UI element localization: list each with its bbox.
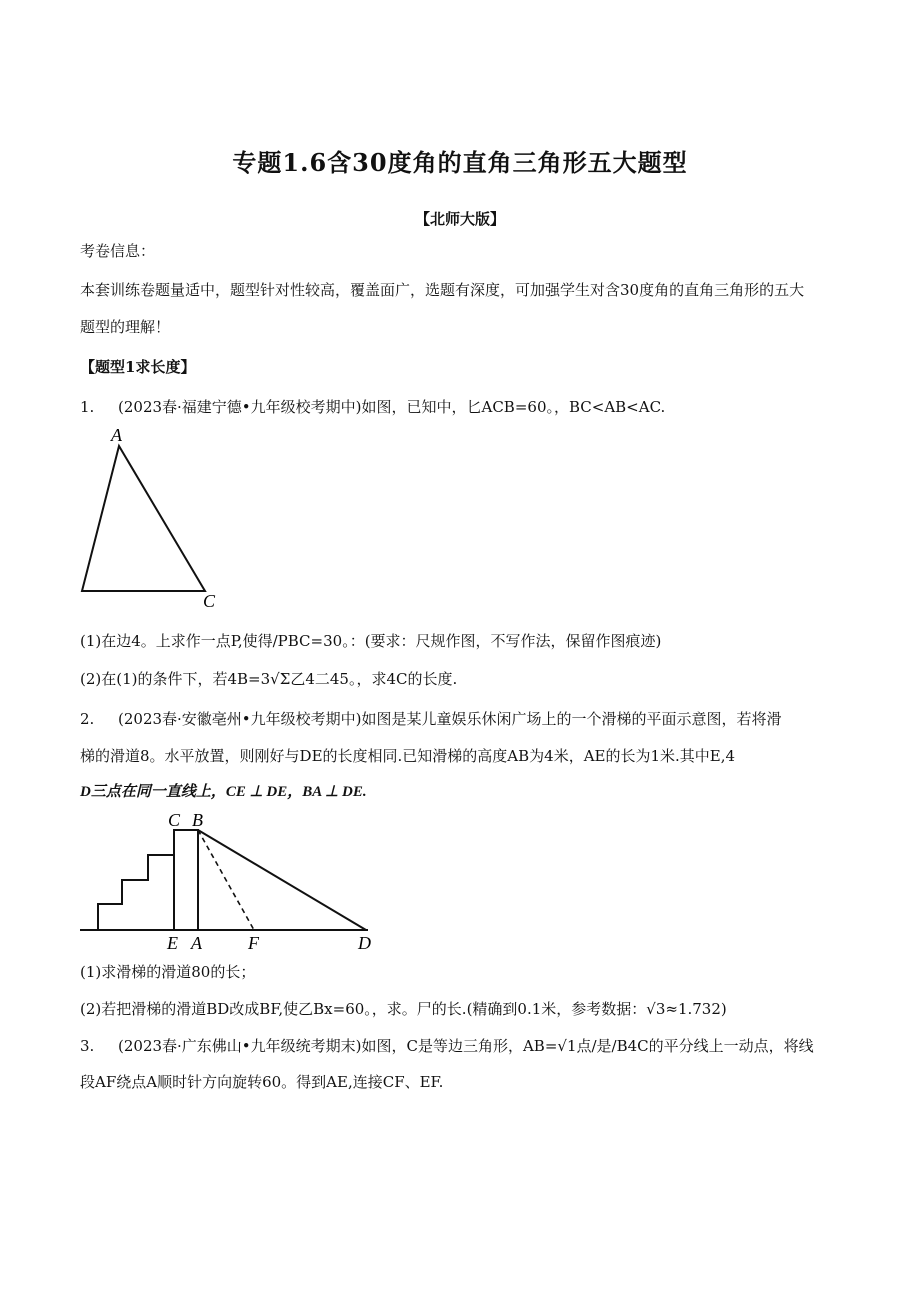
question-1-part2: (2)在(1)的条件下，若4B=3√Σ乙4二45。，求4C的长度. — [80, 670, 458, 688]
question-2-stem-line1: (2023春·安徽亳州•九年级校考期中)如图是某儿童娱乐休闲广场上的一个滑梯的平面示意图，若将滑 — [118, 710, 782, 728]
slide-figure — [70, 806, 390, 954]
question-1-part1: (1)在边4。上求作一点P,使得/PBC=30。：(要求：尺规作图，不写作法，保留作图痕迹) — [80, 632, 662, 650]
question-2-number: 2. — [80, 710, 95, 728]
intro-text-line2: 题型的理解！ — [80, 318, 171, 336]
triangle-figure — [70, 420, 230, 615]
question-2 — [80, 709, 782, 729]
slide-bd — [198, 830, 366, 930]
label-d: D — [358, 933, 371, 953]
page-title: 专题1.6含30度角的直角三角形五大题型 — [232, 148, 688, 177]
platform — [174, 830, 198, 930]
label-b: B — [192, 810, 203, 830]
label-f: F — [248, 933, 259, 953]
question-3 — [80, 1036, 814, 1056]
slide-bf — [198, 830, 254, 930]
label-c: C — [168, 810, 181, 830]
label-a: A — [191, 933, 202, 953]
triangle-abc — [82, 446, 205, 591]
question-3-stem-line2: 段AF绕点A顺时针方向旋转60。得到AE,连接CF、EF. — [80, 1073, 444, 1091]
question-2-part2: (2)若把滑梯的滑道BD改成BF,使乙Bx=60。，求。尸的长.(精确到0.1米，参考数据：√3≈1.732) — [80, 1000, 727, 1018]
label-a: A — [111, 425, 122, 445]
question-1 — [80, 397, 665, 417]
label-e: E — [167, 933, 178, 953]
edition-label: 【北师大版】 — [414, 210, 505, 228]
stairs — [98, 830, 174, 930]
question-2-stem-line2: 梯的滑道8。水平放置，则刚好与DE的长度相同.已知滑梯的高度AB为4米，AE的长为1米.其中E,4 — [80, 747, 736, 765]
intro-label: 考卷信息： — [80, 242, 156, 260]
question-3-stem-line1: (2023春·广东佛山•九年级统考期末)如图，C是等边三角形，AB=√1点/是/B4C的平分线上一动点，将线 — [118, 1037, 814, 1055]
question-2-part1: (1)求滑梯的滑道80的长； — [80, 963, 256, 981]
label-c: C — [203, 591, 216, 611]
section-heading-1: 【题型1求长度】 — [80, 358, 196, 376]
question-2-stem-line3: D三点在同一直线上，CE ⊥ DE，BA ⊥ DE. — [80, 784, 367, 800]
intro-text-line1: 本套训练卷题量适中，题型针对性较高，覆盖面广，选题有深度，可加强学生对含30度角的直角三角形的五大 — [80, 281, 805, 299]
question-3-number: 3. — [80, 1037, 95, 1055]
question-1-stem: (2023春·福建宁德•九年级校考期中)如图，已知中，匕ACB=60。，BC<AB<AC. — [118, 398, 666, 416]
question-1-number: 1. — [80, 398, 95, 416]
